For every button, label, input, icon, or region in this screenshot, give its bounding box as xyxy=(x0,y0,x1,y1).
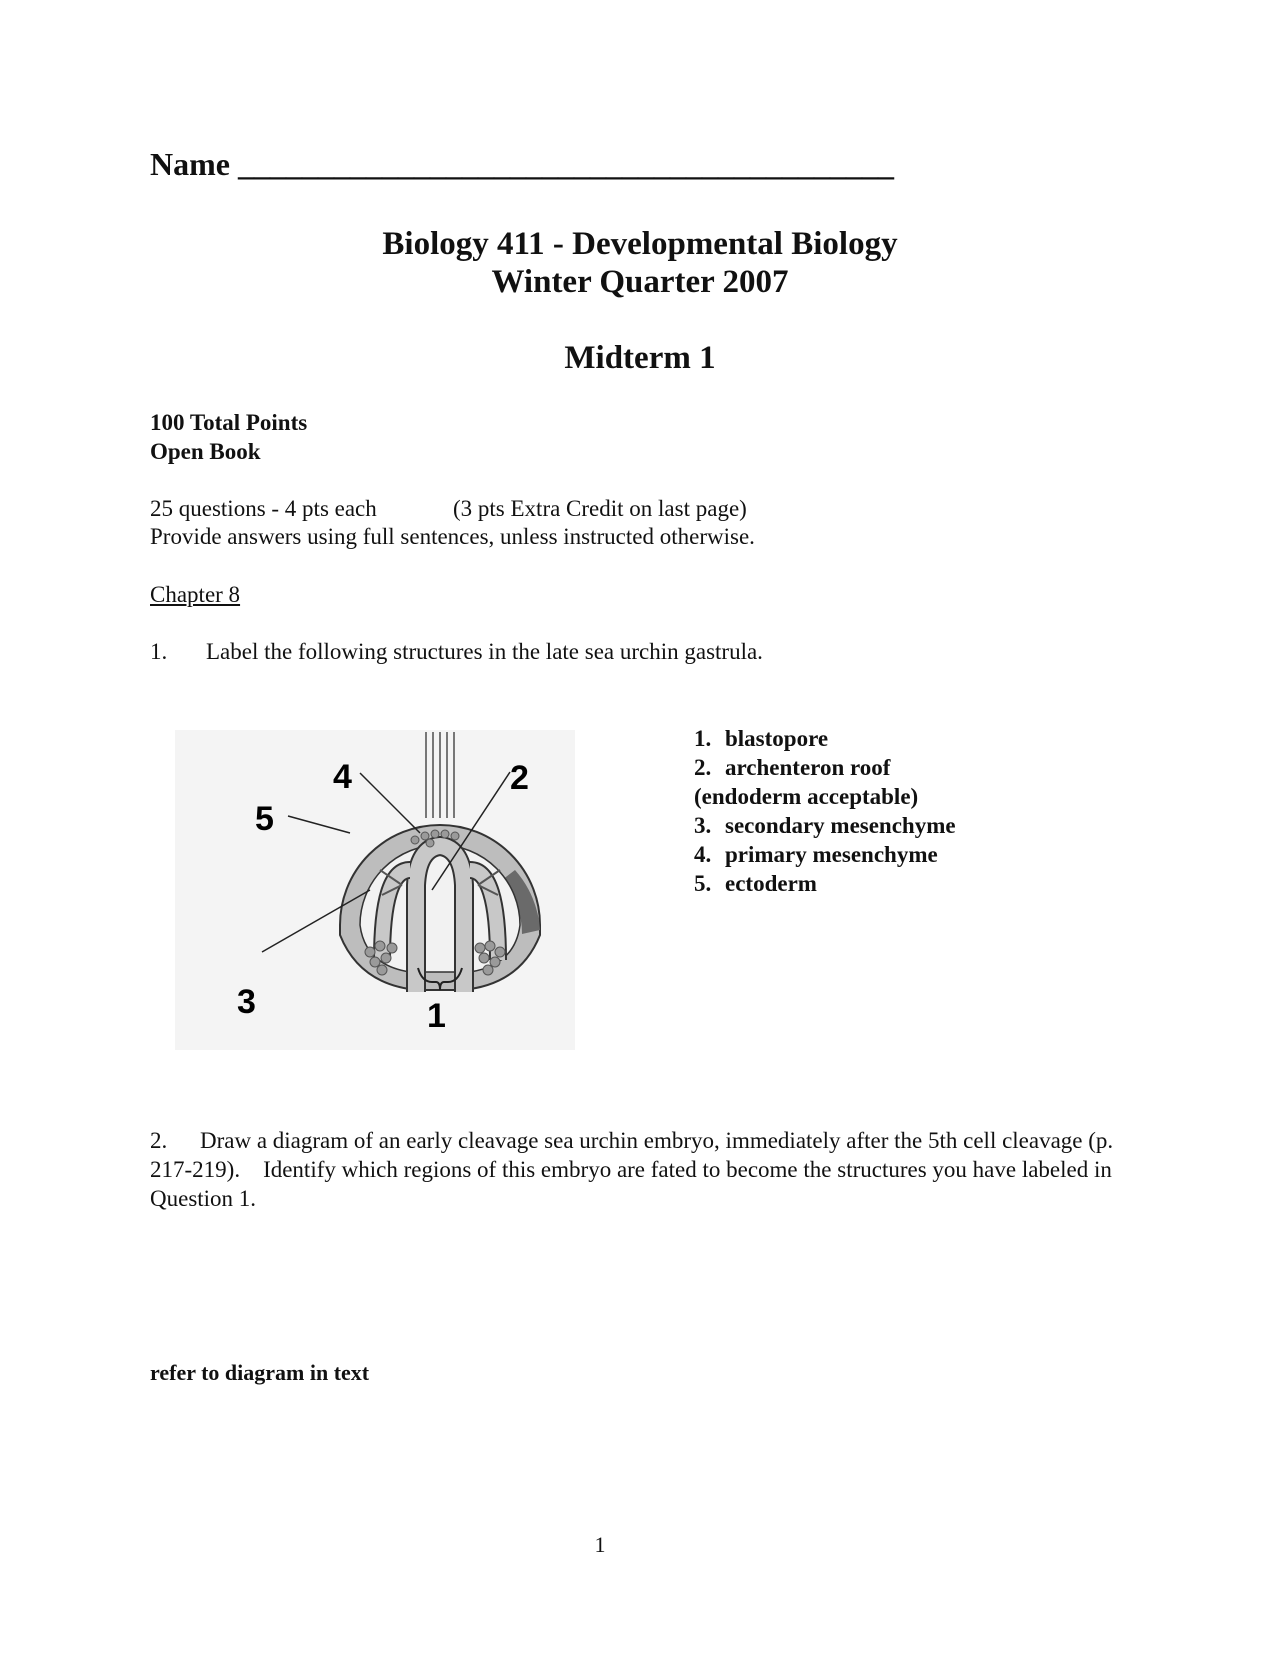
figure-label-5: 5 xyxy=(255,800,274,838)
answer-number: 5. xyxy=(694,871,712,896)
question-text: Label the following structures in the late sea urchin gastrula. xyxy=(206,639,763,664)
answer-text: ectoderm xyxy=(725,871,817,896)
open-book: Open Book xyxy=(150,439,261,464)
question-2-answer: refer to diagram in text xyxy=(150,1360,370,1385)
exam-title: Midterm 1 xyxy=(564,340,716,376)
extra-credit-note: (3 pts Extra Credit on last page) xyxy=(453,496,747,521)
answer-item xyxy=(694,724,956,753)
gastrula-diagram xyxy=(170,720,590,1080)
answer-number: 4. xyxy=(694,842,712,867)
answer-text: (endoderm acceptable) xyxy=(694,784,919,809)
gastrula-svg xyxy=(170,720,590,1080)
figure-label-3: 3 xyxy=(237,983,256,1021)
figure-label-4: 4 xyxy=(333,758,352,796)
answer-text: secondary mesenchyme xyxy=(725,813,956,838)
instructions: Provide answers using full sentences, unless instructed otherwise. xyxy=(150,524,755,549)
question-number: 2. xyxy=(150,1128,168,1153)
answer-text: archenteron roof xyxy=(725,755,891,780)
answer-item xyxy=(694,811,956,840)
answer-number: 3. xyxy=(694,813,712,838)
question-count: 25 questions - 4 pts each xyxy=(150,496,377,521)
figure-label-1: 1 xyxy=(427,997,446,1035)
answer-item xyxy=(694,869,956,898)
answer-key-list xyxy=(694,724,956,898)
answer-item xyxy=(694,840,956,869)
figure-label-2: 2 xyxy=(510,759,529,797)
answer-text: primary mesenchyme xyxy=(725,842,938,867)
question-2 xyxy=(150,1126,1140,1213)
chapter-heading: Chapter 8 xyxy=(150,582,241,607)
question-text: Draw a diagram of an early cleavage sea urchin embryo, immediately after the 5th cell cleavage (p. 217-219). Identify which regions of this embryo are fated to become the structures you have labeled in Question 1. xyxy=(150,1128,1119,1211)
answer-number: 2. xyxy=(694,755,712,780)
course-title: Biology 411 - Developmental Biology xyxy=(382,226,898,262)
name-field-label: Name _________________________________________ xyxy=(150,146,894,182)
question-number: 1. xyxy=(150,639,168,664)
answer-number: 1. xyxy=(694,726,712,751)
answer-text: blastopore xyxy=(725,726,829,751)
term-title: Winter Quarter 2007 xyxy=(491,264,789,300)
answer-item xyxy=(694,753,956,782)
answer-item xyxy=(694,782,956,811)
page-number: 1 xyxy=(594,1532,606,1557)
question-1 xyxy=(150,639,763,665)
total-points: 100 Total Points xyxy=(150,410,308,435)
